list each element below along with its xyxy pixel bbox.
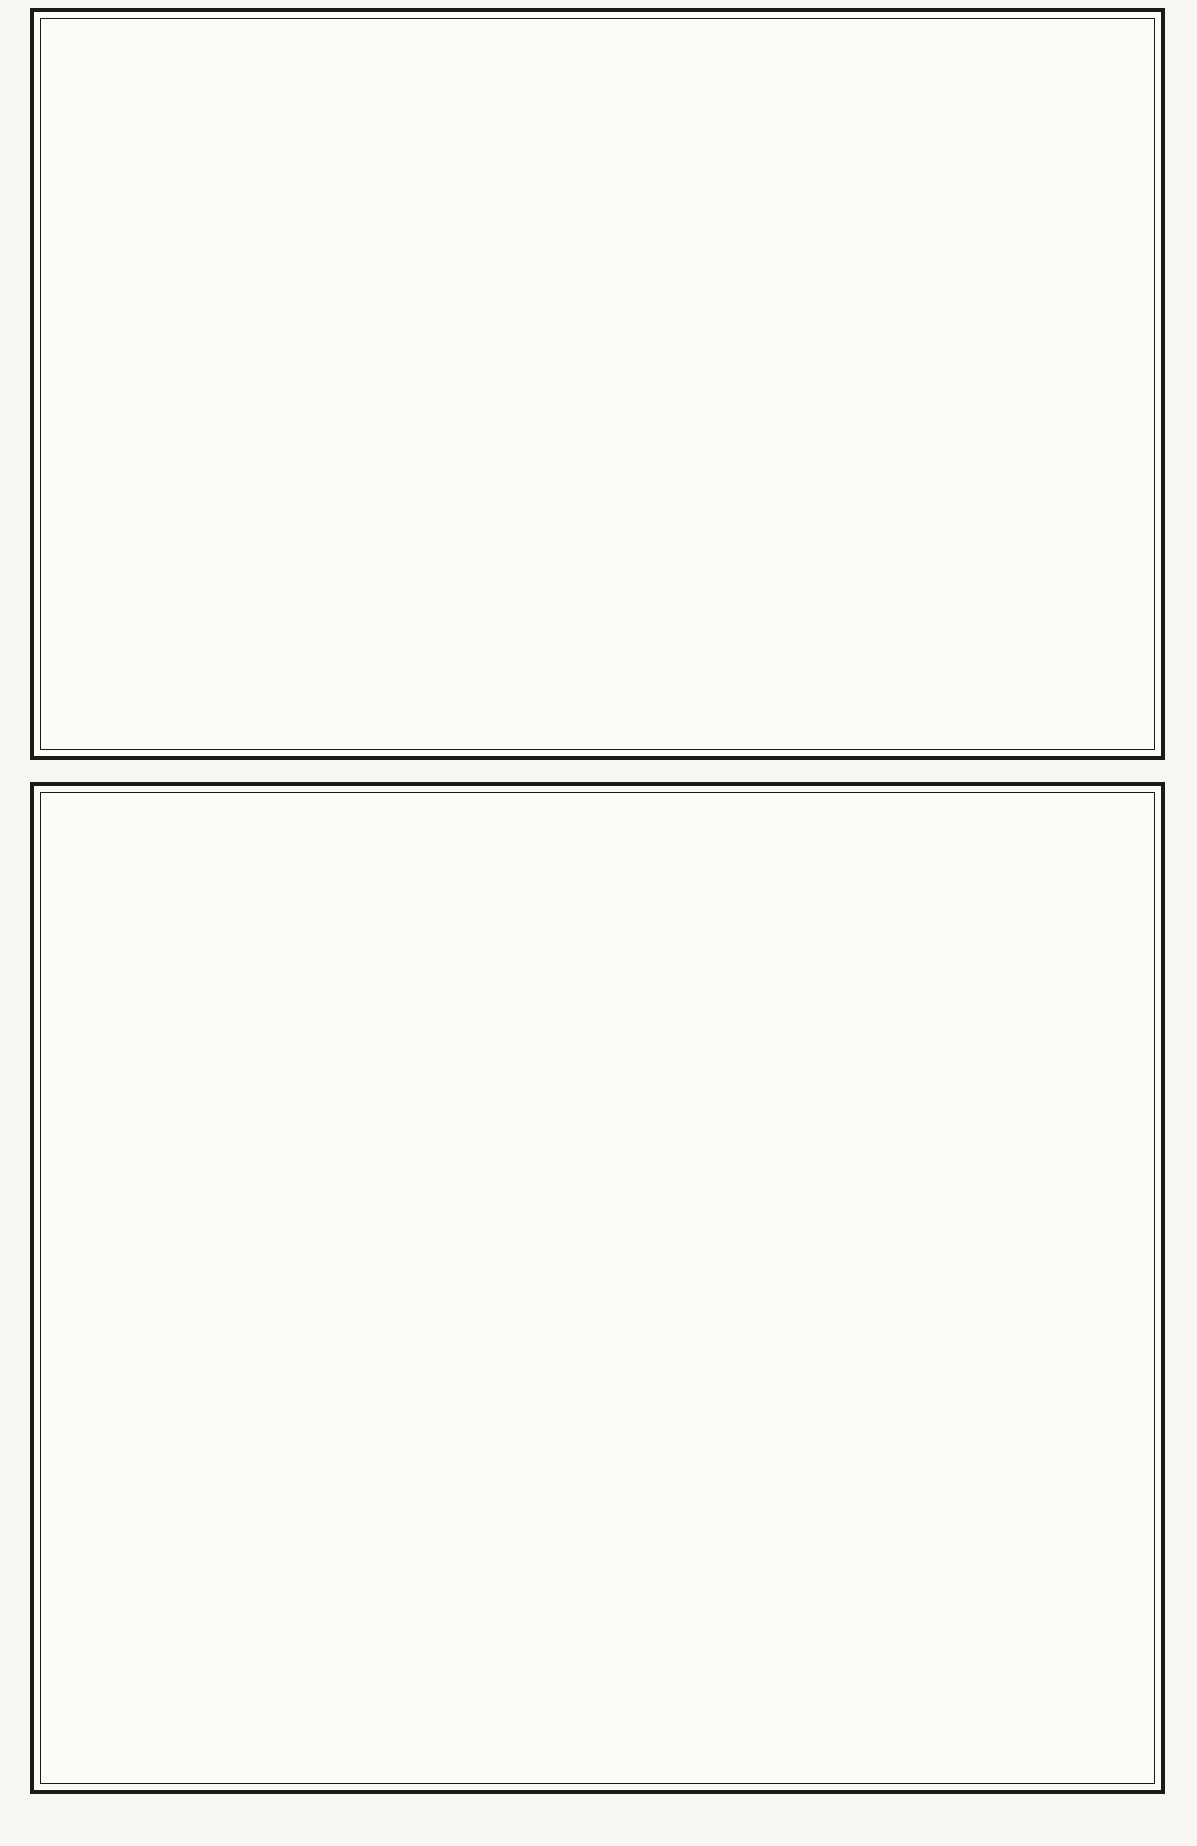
top-page-columns: [41, 19, 1154, 749]
top-page-frame: [40, 18, 1155, 750]
bottom-page: [30, 782, 1165, 1794]
bottom-page-columns: [41, 793, 1154, 1783]
top-page: [30, 8, 1165, 760]
bottom-page-frame: [40, 792, 1155, 1784]
